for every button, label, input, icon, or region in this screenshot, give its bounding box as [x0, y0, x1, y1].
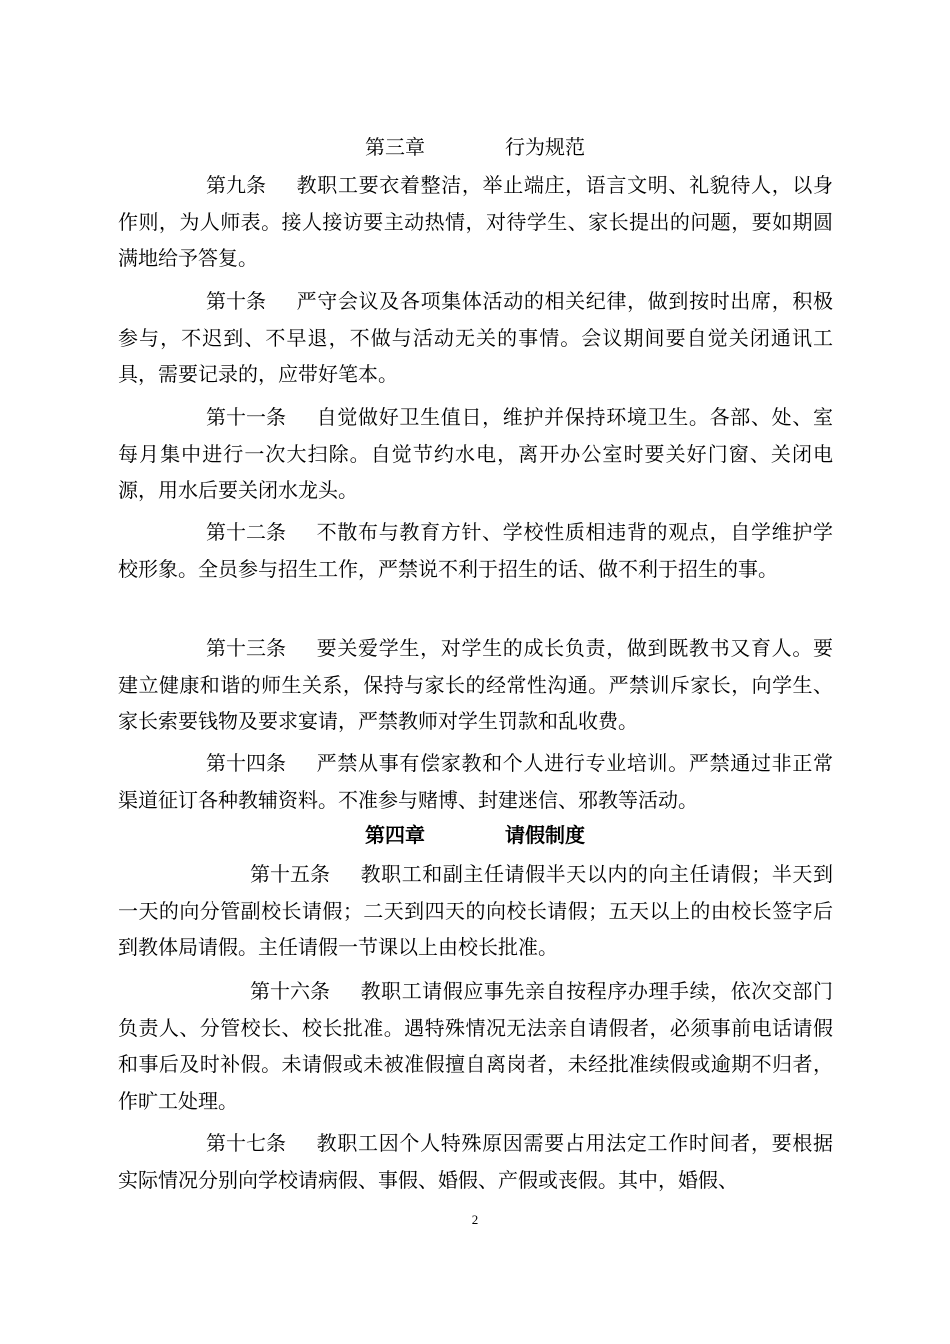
article-13-text: 要关爱学生，对学生的成长负责，做到既教书又育人。要建立健康和谐的师生关系，保持与家长的经常性沟通。严禁训斥家长，向学生、家长索要钱物及要求宴请，严禁教师对学生罚款和乱收费。	[118, 636, 833, 733]
article-9-number: 第九条	[206, 173, 266, 197]
article-16-number: 第十六条	[250, 979, 330, 1003]
article-14	[118, 745, 833, 818]
article-13	[118, 630, 833, 740]
article-15	[118, 856, 833, 966]
article-14-text: 严禁从事有偿家教和个人进行专业培训。严禁通过非正常渠道征订各种教辅资料。不准参与赌博、封建迷信、邪教等活动。	[118, 751, 833, 812]
article-10	[118, 283, 833, 393]
article-9-text: 教职工要衣着整洁，举止端庄，语言文明、礼貌待人，以身作则，为人师表。接人接访要主动热情，对待学生、家长提出的问题，要如期圆满地给予答复。	[118, 173, 833, 270]
article-17-text: 教职工因个人特殊原因需要占用法定工作时间者，要根据实际情况分别向学校请病假、事假、婚假、产假或丧假。其中，婚假、	[118, 1131, 833, 1192]
article-10-text: 严守会议及各项集体活动的相关纪律，做到按时出席，积极参与，不迟到、不早退，不做与活动无关的事情。会议期间要自觉关闭通讯工具，需要记录的，应带好笔本。	[118, 289, 833, 386]
article-12-text: 不散布与教育方针、学校性质相违背的观点，自学维护学校形象。全员参与招生工作，严禁说不利于招生的话、做不利于招生的事。	[118, 520, 833, 581]
article-9	[118, 167, 833, 277]
chapter-4-heading: 第四章 请假制度	[365, 823, 585, 847]
article-17-number: 第十七条	[206, 1131, 286, 1155]
article-16-text: 教职工请假应事先亲自按程序办理手续，依次交部门负责人、分管校长、校长批准。遇特殊情况无法亲自请假者，必须事前电话请假和事后及时补假。未请假或未被准假擅自离岗者，未经批准续假或逾期不归者，作旷工处理。	[118, 979, 833, 1113]
article-13-number: 第十三条	[206, 636, 286, 660]
article-12	[118, 514, 833, 587]
chapter-3-heading: 第三章 行为规范	[365, 135, 585, 159]
page-number: 2	[471, 1212, 479, 1227]
article-12-number: 第十二条	[206, 520, 286, 544]
article-11-number: 第十一条	[206, 405, 286, 429]
article-11	[118, 399, 833, 509]
article-10-number: 第十条	[206, 289, 266, 313]
article-11-text: 自觉做好卫生值日，维护并保持环境卫生。各部、处、室每月集中进行一次大扫除。自觉节约水电，离开办公室时要关好门窗、关闭电源，用水后要关闭水龙头。	[118, 405, 833, 502]
article-14-number: 第十四条	[206, 751, 286, 775]
article-16	[118, 973, 833, 1119]
article-17	[118, 1125, 833, 1198]
article-15-text: 教职工和副主任请假半天以内的向主任请假；半天到一天的向分管副校长请假；二天到四天的向校长请假；五天以上的由校长签字后到教体局请假。主任请假一节课以上由校长批准。	[118, 862, 833, 959]
article-15-number: 第十五条	[250, 862, 330, 886]
